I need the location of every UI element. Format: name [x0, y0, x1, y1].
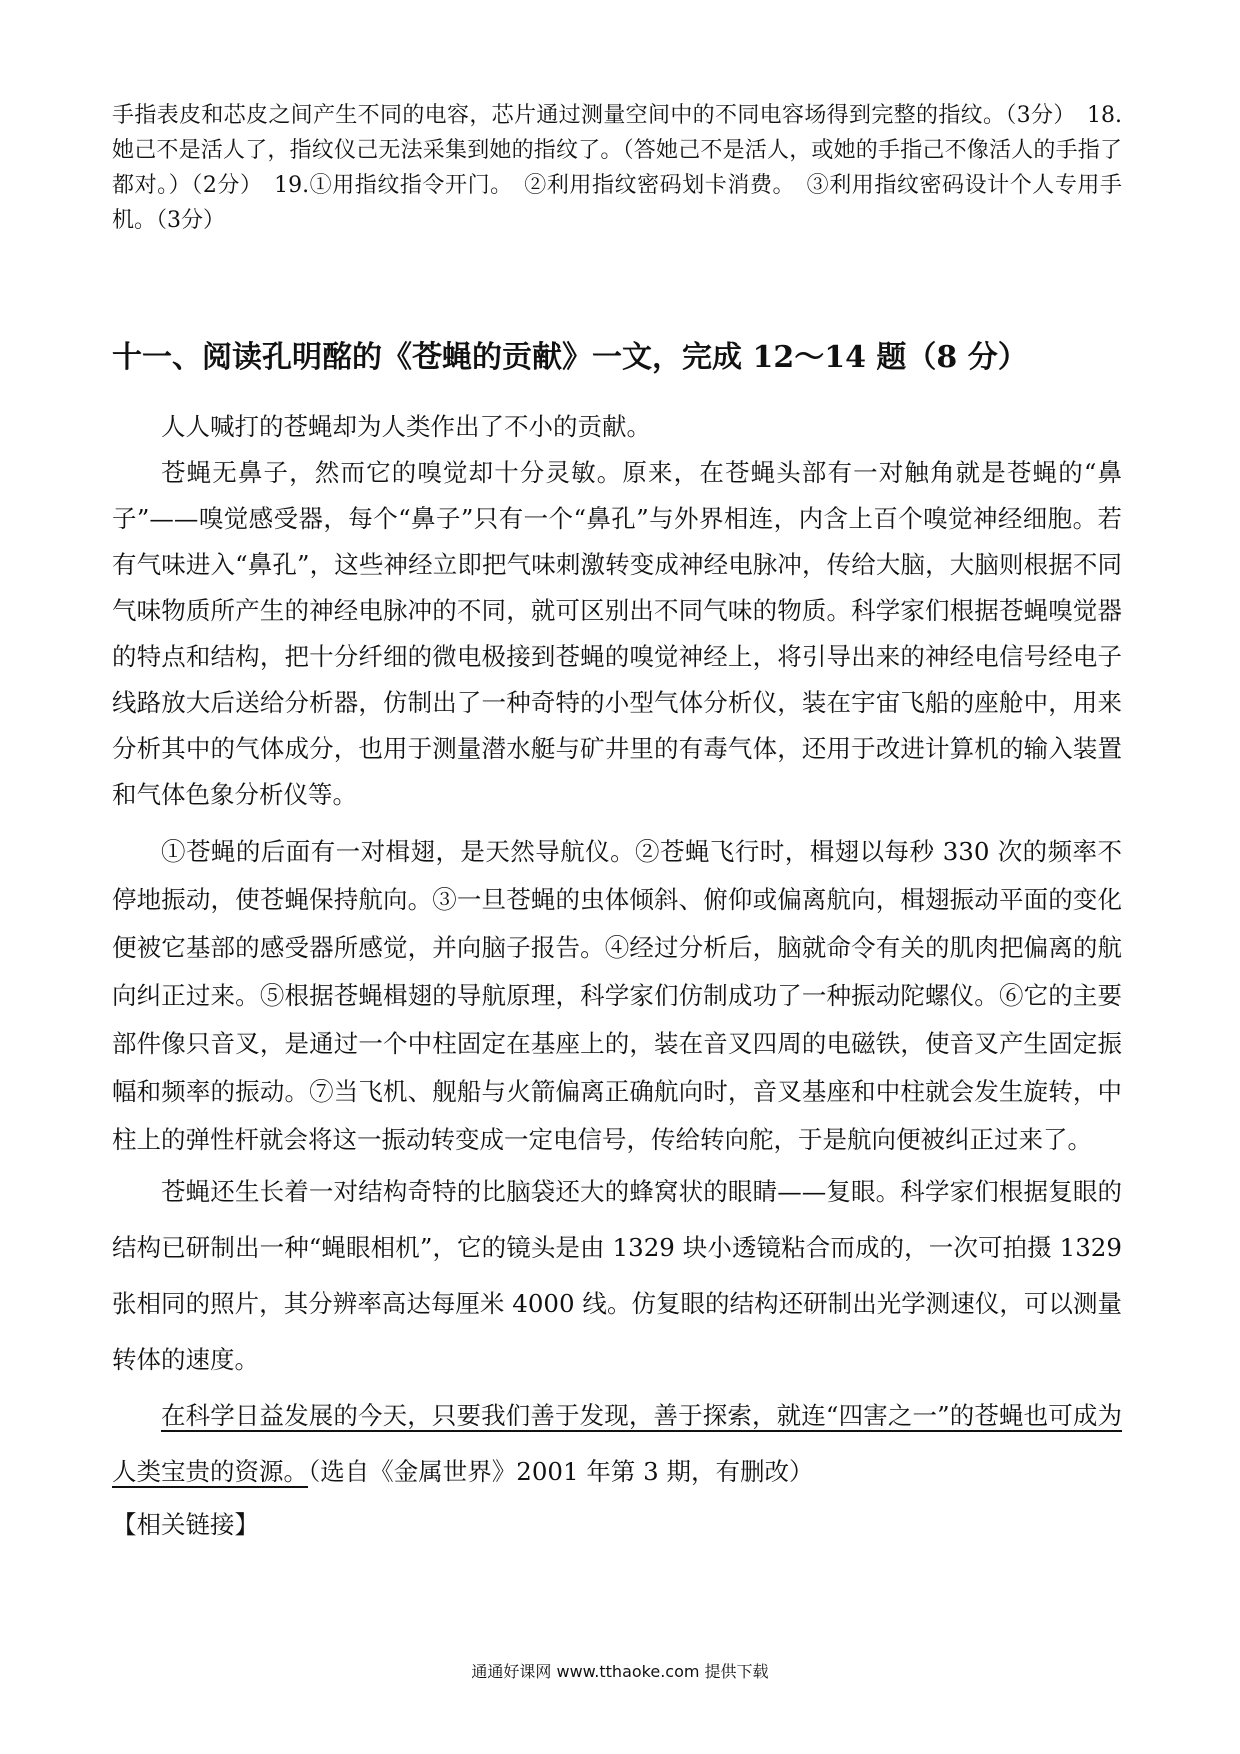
article-paragraph-5: [112, 1388, 1122, 1500]
page-footer: 通通好课网 www.tthaoke.com 提供下载: [471, 1662, 769, 1681]
article-paragraph-1: 人人喊打的苍蝇却为人类作出了不小的贡献。: [161, 412, 651, 441]
article-paragraph-2: 苍蝇无鼻子，然而它的嗅觉却十分灵敏。原来，在苍蝇头部有一对触角就是苍蝇的“鼻子”——嗅觉感受器，每个“鼻子”只有一个“鼻孔”与外界相连，内含上百个嗅觉神经细胞。若有气味进入“鼻孔”，这些神经立即把气味刺激转变成神经电脉冲，传给大脑，大脑则根据不同气味物质所产生的神经电脉冲的不同，就可区别出不同气味的物质。科学家们根据苍蝇嗅觉器的特点和结构，把十分纤细的微电极接到苍蝇的嗅觉神经上，将引导出来的神经电信号经电子线路放大后送给分析器，仿制出了一种奇特的小型气体分析仪，装在宇宙飞船的座舱中，用来分析其中的气体成分，也用于测量潜水艇与矿井里的有毒气体，还用于改进计算机的输入装置和气体色象分析仪等。: [112, 458, 1122, 809]
article-body: [112, 404, 1122, 1550]
related-link-label: 【相关链接】: [112, 1510, 259, 1539]
answer-key-block: 手指表皮和芯皮之间产生不同的电容，芯片通过测量空间中的不同电容场得到完整的指纹。（3分） 18.她己不是活人了，指纹仪己无法采集到她的指纹了。（答她己不是活人，或她的手指己不像活人的手指了都对。）（2分） 19.①用指纹指令开门。 ②利用指纹密码划卡消费。 ③利用指纹密码设计个人专用手机。（3分）: [112, 103, 1122, 233]
underlined-conclusion: 在科学日益发展的今天，只要我们善于发现，善于探索，就连“四害之一”的苍蝇也可成为人类宝贵的资源。: [112, 1401, 1122, 1486]
article-paragraph-3: ①苍蝇的后面有一对楫翅，是天然导航仪。②苍蝇飞行时，楫翅以每秒 330 次的频率不停地振动，使苍蝇保持航向。③一旦苍蝇的虫体倾斜、俯仰或偏离航向，楫翅振动平面的变化便被它基部的感受器所感觉，并向脑子报告。④经过分析后，脑就命令有关的肌肉把偏离的航向纠正过来。⑤根据苍蝇楫翅的导航原理，科学家们仿制成功了一种振动陀螺仪。⑥它的主要部件像只音叉，是通过一个中柱固定在基座上的，装在音叉四周的电磁铁，使音叉产生固定振幅和频率的振动。⑦当飞机、舰船与火箭偏离正确航向时，音叉基座和中柱就会发生旋转，中柱上的弹性杆就会将这一振动转变成一定电信号，传给转向舵，于是航向便被纠正过来了。: [112, 837, 1122, 1154]
article-paragraph-4: 苍蝇还生长着一对结构奇特的比脑袋还大的蜂窝状的眼睛——复眼。科学家们根据复眼的结构已研制出一种“蝇眼相机”，它的镜头是由 1329 块小透镜粘合而成的，一次可拍摄 1329 张相同的照片，其分辨率高达每厘米 4000 线。仿复眼的结构还研制出光学测速仪，可以测量转体的速度。: [112, 1177, 1122, 1374]
source-citation: （选自《金属世界》2001 年第 3 期，有删改）: [308, 1457, 814, 1486]
section-heading: 十一、阅读孔明酩的《苍蝇的贡献》一文，完成 12～14 题（8 分）: [112, 340, 1028, 375]
